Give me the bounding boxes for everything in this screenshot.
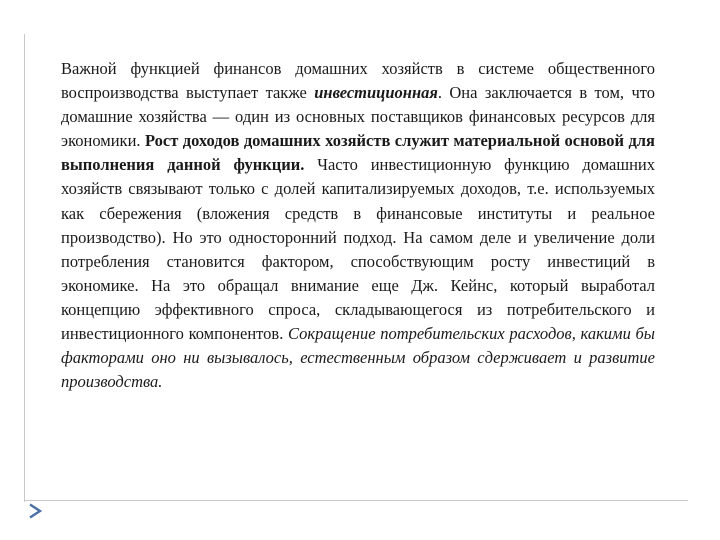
- text-run-3: . Она заключается в том, что домашние хозяйства — один из основных поставщиков финансовых ресурсов для экономики.: [61, 83, 655, 151]
- text-run-italic-conclusion: Сокращение потребительских расходов, какими бы факторами оно ни вызывалось, естественным образом сдерживает и развитие производства.: [61, 324, 655, 392]
- text-run-1: Важной функцией финансов домашних хозяйств в системе общественного воспроизводства выступает также: [61, 59, 655, 103]
- frame-horizontal-line: [24, 500, 688, 501]
- text-run-investment-emphasis: инвестиционная: [314, 83, 438, 103]
- text-run-bold-income: Рост доходов домашних хозяйств служит материальной основой для выполнения данной функции.: [61, 131, 655, 175]
- frame-vertical-line: [24, 34, 25, 502]
- triangle-bullet-icon: [28, 503, 42, 519]
- text-run-5: Часто инвестиционную функцию домашних хозяйств связывают только с долей капитализируемых доходов, т.е. используемых как сбережения (вложения средств в финансовые институты и реальное производство). Но это односторонний подход. На самом деле и увеличение доли потребления становится фактором, способствующим росту инвестиций в экономике. На это обращал внимание еще Дж. Кейнс, который выработал концепцию эффективного спроса, складывающегося из потребительского и инвестиционного компонентов.: [61, 155, 655, 344]
- body-paragraph: [61, 57, 655, 394]
